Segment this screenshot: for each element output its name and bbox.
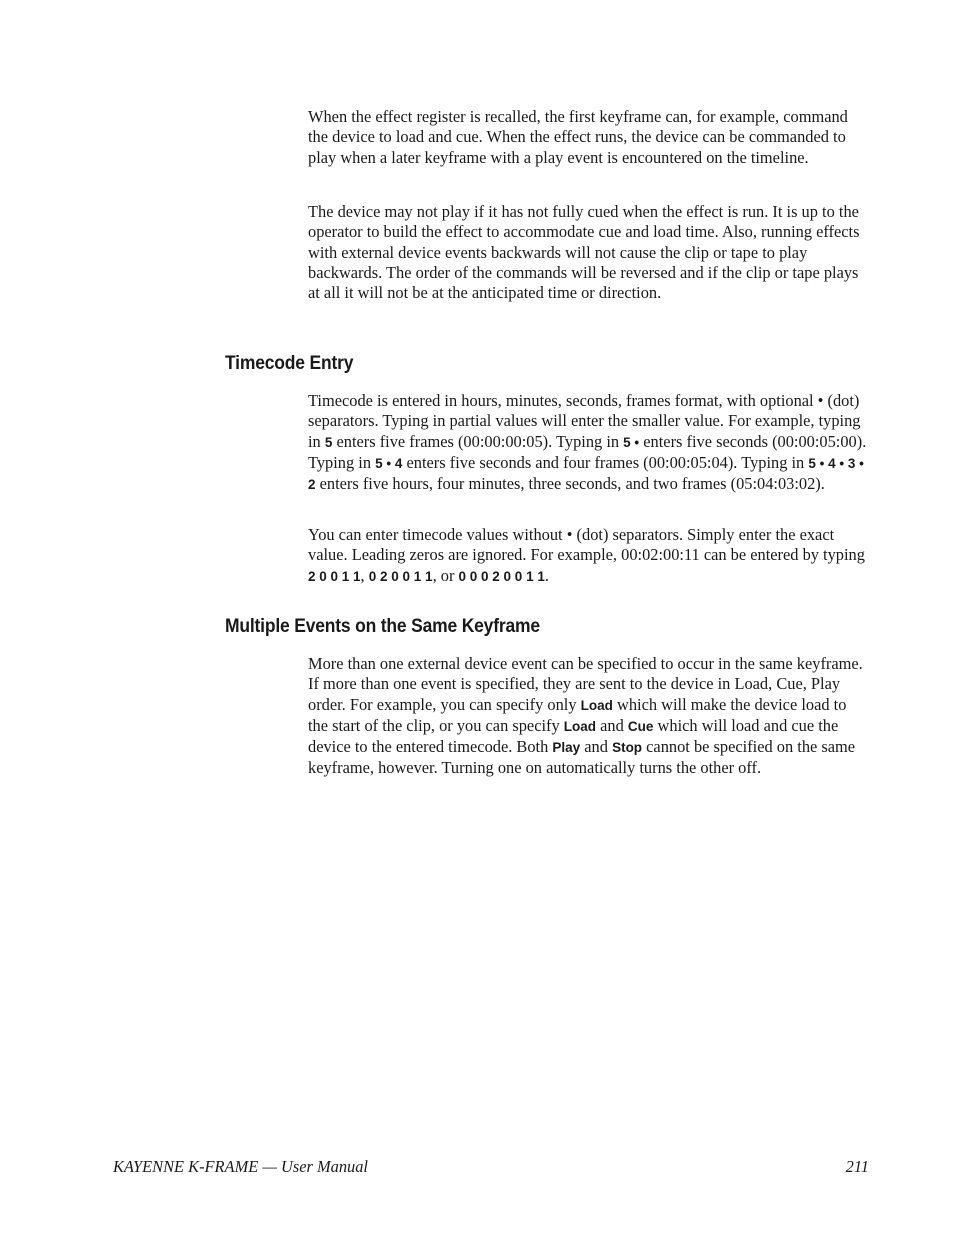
key-label: 5 • 4 • 3 • 2 [308, 455, 864, 493]
key-label: Play [552, 740, 581, 756]
intro-paragraph-1: When the effect register is recalled, the first keyframe can, for example, command the device to load and cue. When the effect runs, the device can be commanded to play when a later keyframe with a play event is encountered on the timeline. [308, 107, 848, 167]
text-run: enters five frames (00:00:00:05). Typing in [332, 431, 624, 451]
key-label: Stop [612, 740, 643, 756]
footer-title: KAYENNE K-FRAME — User Manual [113, 1157, 368, 1176]
text-run: , or [432, 565, 459, 585]
text-run: cannot be specified on the same keyframe, however. Turning one on automatically turns the other off. [308, 737, 856, 778]
text-run: Timecode is entered in hours, minutes, seconds, frames format, with optional • (dot) separators. Typing in partial values will enter the smaller value. For example, typing in [308, 391, 861, 451]
key-label: 2 0 0 1 1 [308, 568, 361, 584]
text-run: More than one external device event can be specified to occur in the same keyframe. If more than one event is specified, they are sent to the device in Load, Cue, Play order. For example, you can specify only [308, 654, 863, 714]
text-run: which will load and cue the device to the entered timecode. Both [308, 715, 839, 757]
text-run: which will make the device load to the start of the clip, or you can specify [308, 694, 847, 735]
key-label: 5 [324, 434, 333, 450]
text-run: You can enter timecode values without • (dot) separators. Simply enter the exact value. Leading zeros are ignored. For example, 00:02:00:11 can be entered by typing [308, 525, 865, 565]
text-run: enters five hours, four minutes, three seconds, and two frames (05:04:03:02). [315, 474, 825, 494]
intro-paragraph-2: The device may not play if it has not fully cued when the effect is run. It is up to the operator to build the effect to accommodate cue and load time. Also, running effects with external device events backwards will not cause the clip or tape to play backwards. The order of the commands will be reversed and if the clip or tape plays at all it will not be at the anticipated time or direction. [308, 202, 860, 303]
key-label: 5 • 4 [375, 455, 403, 471]
key-label: Cue [627, 718, 654, 734]
multiple-events-heading: Multiple Events on the Same Keyframe [225, 616, 540, 637]
text-run: and [596, 715, 628, 735]
key-label: 0 0 0 2 0 0 1 1 [458, 568, 545, 584]
text-run: and [580, 737, 613, 757]
text-run: . [544, 565, 549, 585]
timecode-paragraph-1 [308, 391, 870, 495]
key-label: Load [580, 697, 613, 713]
page-number: 211 [845, 1157, 869, 1176]
key-label: 0 2 0 0 1 1 [368, 568, 433, 584]
text-run: enters five seconds and four frames (00:00:05:04). Typing in [402, 452, 809, 472]
text-run: enters five seconds (00:00:05:00). Typing in [308, 431, 867, 472]
key-label: 5 • [623, 434, 640, 450]
multiple-events-paragraph [308, 654, 870, 779]
key-label: Load [563, 718, 597, 734]
timecode-entry-heading: Timecode Entry [225, 353, 354, 374]
timecode-paragraph-2 [308, 525, 870, 587]
text-run: , [360, 565, 369, 585]
